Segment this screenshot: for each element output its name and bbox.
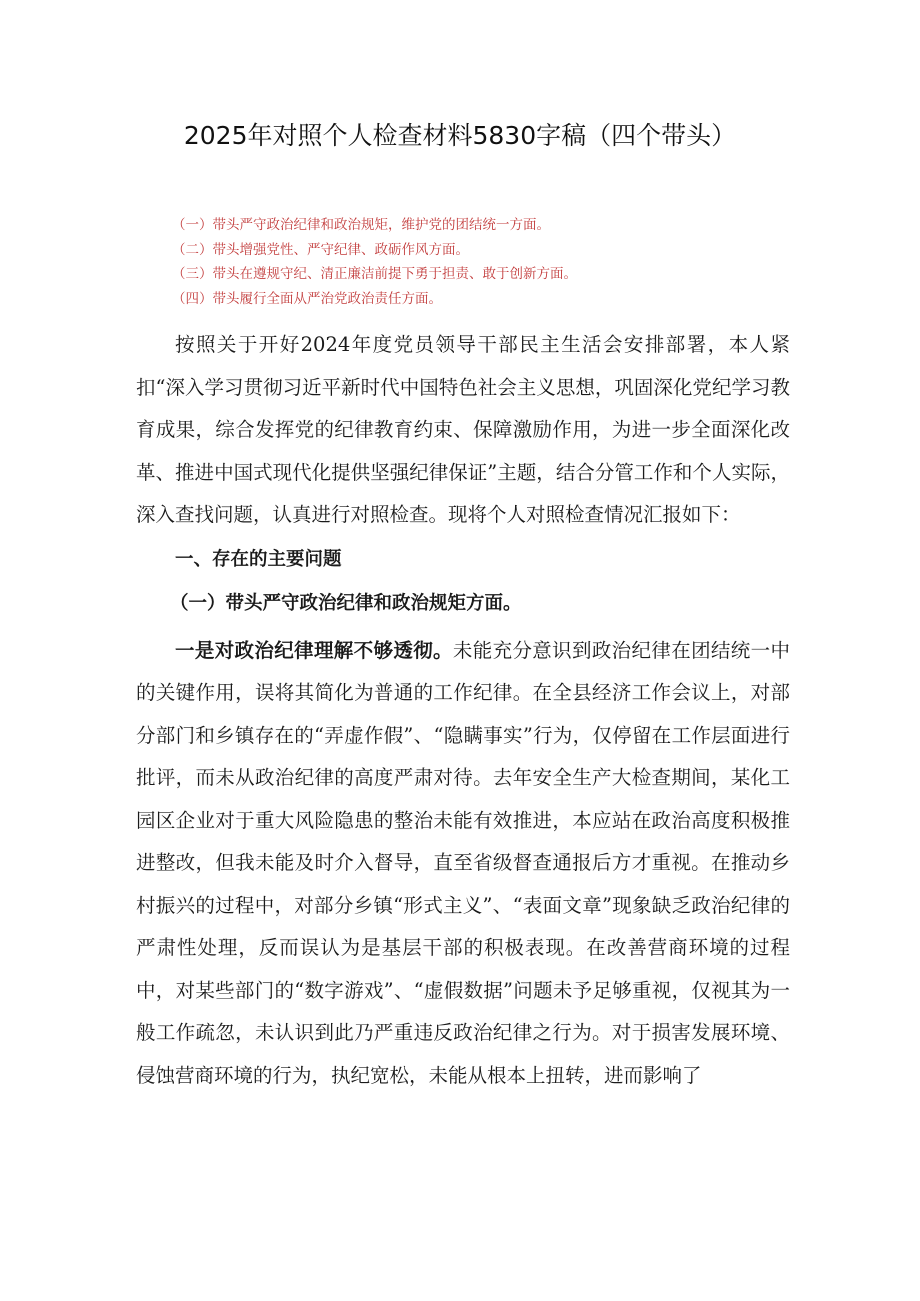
section-heading: 一、存在的主要问题 xyxy=(175,548,342,570)
document-title: 2025年对照个人检查材料5830字稿（四个带头） xyxy=(183,121,737,150)
point-text: 未能充分意识到政治纪律在团结统一中的关键作用，误将其简化为普通的工作纪律。在全县经济工作会议上，对部分部门和乡镇存在的“弄虚作假”、“隐瞒事实”行为，仅停留在工作层面进行批评，而未从政治纪律的高度严肃对待。去年安全生产大检查期间，某化工园区企业对于重大风险隐患的整治未能有效推进，本应站在政治高度积极推进整改，但我未能及时介入督导，直至省级督查通报后方才重视。在推动乡村振兴的过程中，对部分乡镇“形式主义”、“表面文章”现象缺乏政治纪律的严肃性处理，反而误认为是基层干部的积极表现。在改善营商环境的过程中，对某些部门的“数字游戏”、“虚假数据”问题未予足够重视，仅视其为一般工作疏忽，未认识到此乃严重违反政治纪律之行为。对于损害发展环境、侵蚀营商环境的行为，执纪宽松，未能从根本上扭转，进而影响了 xyxy=(136,638,790,1087)
point-paragraph xyxy=(136,630,790,1098)
outline-item: （三）带头在遵规守纪、清正廉洁前提下勇于担责、敢于创新方面。 xyxy=(172,266,577,282)
outline-list xyxy=(172,213,812,311)
document-body xyxy=(136,324,790,1097)
outline-item: （二）带头增强党性、严守纪律、政砺作风方面。 xyxy=(172,241,469,258)
point-lead: 一是对政治纪律理解不够透彻。 xyxy=(175,638,453,662)
intro-paragraph: 按照关于开好2024年度党员领导干部民主生活会安排部署，本人紧扣“深入学习贯彻习近平新时代中国特色社会主义思想，巩固深化党纪学习教育成果，综合发挥党的纪律教育约束、保障激励作用，为进一步全面深化改革、推进中国式现代化提供坚强纪律保证”主题，结合分管工作和个人实际，深入查找问题，认真进行对照检查。现将个人对照检查情况汇报如下： xyxy=(136,333,790,526)
outline-item: （一）带头严守政治纪律和政治规矩，维护党的团结统一方面。 xyxy=(172,217,550,233)
subsection-heading: （一）带头严守政治纪律和政治规矩方面。 xyxy=(170,593,522,614)
outline-item: （四）带头履行全面从严治党政治责任方面。 xyxy=(172,290,442,307)
